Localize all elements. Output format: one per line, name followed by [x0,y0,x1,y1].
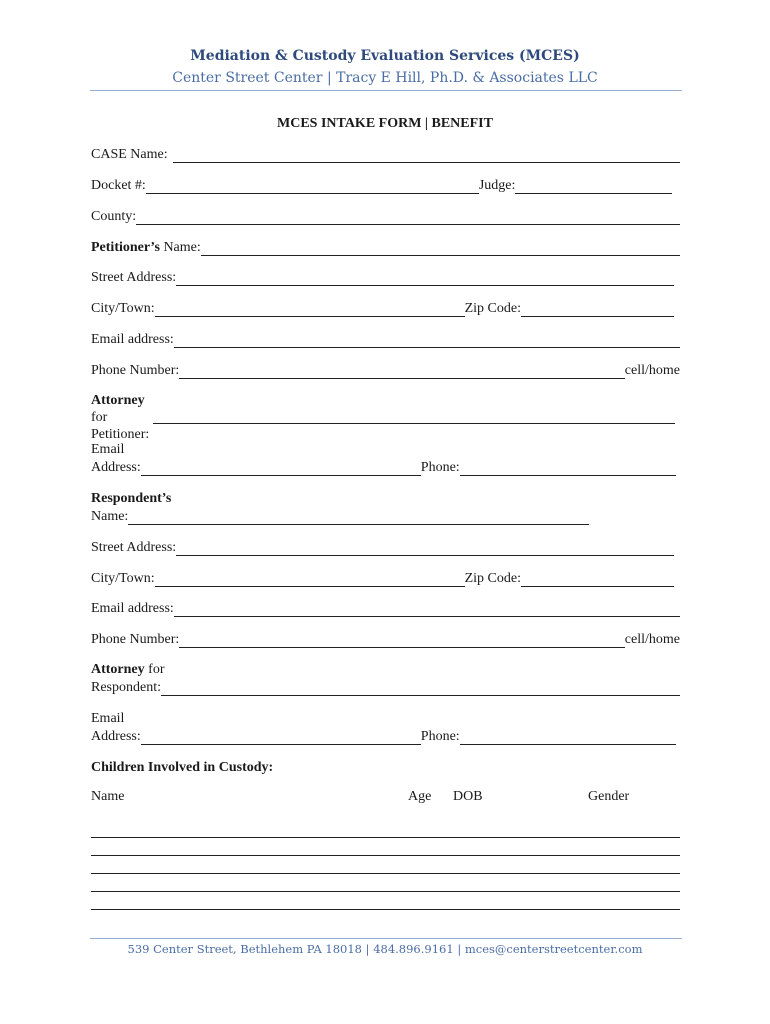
phone-number-label: Phone Number: [91,632,180,647]
header-divider [90,90,682,91]
city-label: City/Town: [91,571,155,586]
petitioner-city-field[interactable] [155,302,465,317]
respondent-phone-row [91,631,680,648]
judge-label: Judge: [478,178,516,193]
petitioner-name-row [91,239,680,256]
judge-field[interactable] [515,179,672,194]
attorney-email-label: Email [91,442,125,457]
attorney-for-petitioner-label: Attorney for Petitioner: [91,393,150,442]
email-address-label: Email address: [91,601,174,616]
zip-label: Zip Code: [464,571,521,586]
respondent-city-field[interactable] [155,572,465,587]
county-field[interactable] [136,210,680,225]
petitioner-email-field[interactable] [174,333,680,348]
respondent-name-row [91,508,680,525]
attorney-phone-label: Phone: [420,729,460,744]
county-label: County: [91,209,137,224]
petitioner-street-row [91,269,680,286]
children-col-gender: Gender [588,789,630,804]
petitioner-phone-row [91,362,680,379]
attorney-phone-label: Phone: [420,460,460,475]
footer-divider [90,938,682,939]
respondent-city-zip-row [91,570,680,587]
petitioner-attorney-field[interactable] [153,409,675,424]
respondent-attorney-field[interactable] [161,681,680,696]
attorney-address-label: Address: [91,460,141,475]
footer-contact-info: 539 Center Street, Bethlehem PA 18018 | 484.896.9161 | mces@centerstreetcenter.com [127,942,643,956]
children-col-name: Name [91,789,125,804]
children-col-age: Age [408,789,432,804]
header-practice-name: Center Street Center | Tracy E Hill, Ph.D. & Associates LLC [172,70,598,86]
petitioner-email-row [91,331,680,348]
petitioner-name-label: Petitioner’s Name: [91,240,201,255]
child-entry-line[interactable] [91,855,680,856]
petitioner-attorney-email-field[interactable] [141,461,421,476]
child-entry-line[interactable] [91,891,680,892]
case-name-field[interactable] [173,148,680,163]
respondent-attorney-label-row [91,661,680,678]
attorney-address-label: Address: [91,729,141,744]
respondent-attorney-email-field[interactable] [141,730,421,745]
respondent-email-row [91,600,680,617]
child-entry-line[interactable] [91,873,680,874]
docket-judge-row [91,177,680,194]
case-name-row [91,146,680,163]
petitioner-street-field[interactable] [176,271,674,286]
respondent-attorney-phone-field[interactable] [460,730,676,745]
docket-field[interactable] [146,179,479,194]
form-title: MCES INTAKE FORM | BENEFIT [277,116,493,131]
petitioner-name-field[interactable] [201,241,680,256]
attorney-for-label: Attorney for [91,662,165,677]
street-address-label: Street Address: [91,270,177,285]
respondent-label: Respondent’s [91,491,172,506]
header-organization-name: Mediation & Custody Evaluation Services (MCES) [190,48,580,64]
email-address-label: Email address: [91,332,174,347]
zip-label: Zip Code: [464,301,521,316]
children-heading-row [91,759,680,776]
respondent-street-row [91,539,680,556]
respondent-attorney-row [91,679,680,696]
case-name-label: CASE Name: [91,147,168,162]
respondent-zip-field[interactable] [521,572,674,587]
child-entry-line[interactable] [91,837,680,838]
respondent-street-field[interactable] [176,541,674,556]
street-address-label: Street Address: [91,540,177,555]
respondent-email-field[interactable] [174,602,680,617]
respondent-attorney-contact-row [91,728,680,745]
respondent-word-label: Respondent: [91,680,161,695]
cell-home-label: cell/home [624,632,680,647]
petitioner-attorney-contact-row [91,459,680,476]
petitioner-attorney-line-row [153,409,675,424]
petitioner-city-zip-row [91,300,680,317]
respondent-attorney-contact-label-row [91,710,680,727]
petitioner-attorney-phone-field[interactable] [460,461,676,476]
respondent-name-field[interactable] [128,510,589,525]
respondent-name-label: Name: [91,509,129,524]
petitioner-zip-field[interactable] [521,302,674,317]
phone-number-label: Phone Number: [91,363,180,378]
county-row [91,208,680,225]
respondent-phone-field[interactable] [179,633,625,648]
cell-home-label: cell/home [624,363,680,378]
attorney-email-label: Email [91,711,125,726]
children-col-dob: DOB [453,789,483,804]
child-entry-line[interactable] [91,909,680,910]
city-label: City/Town: [91,301,155,316]
petitioner-phone-field[interactable] [179,364,625,379]
petitioner-attorney-contact-label-row [91,441,680,458]
children-heading: Children Involved in Custody: [91,760,274,775]
docket-label: Docket #: [91,178,146,193]
respondent-name-label-row [91,490,680,507]
